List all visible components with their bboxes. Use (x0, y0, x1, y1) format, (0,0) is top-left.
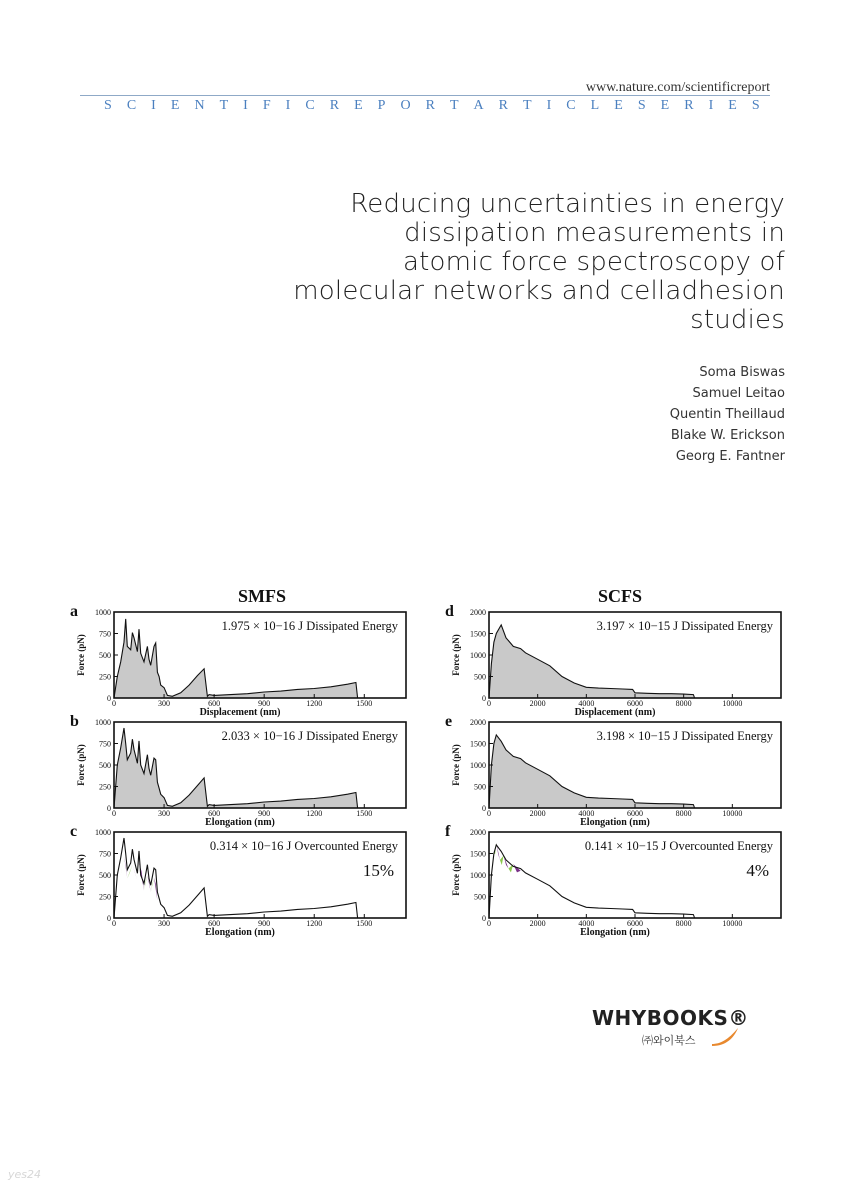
author-list (670, 362, 785, 467)
y-tick-label: 750 (99, 629, 111, 639)
x-axis-label: Elongation (nm) (580, 927, 650, 938)
x-tick-label: 8000 (675, 699, 692, 708)
x-tick-label: 0 (112, 919, 116, 928)
overcount-wedge (127, 865, 132, 879)
y-tick-label: 1000 (470, 871, 486, 880)
dissipated-area (489, 735, 781, 808)
series-letter: E (170, 98, 180, 113)
title-line: molecular networks and celladhesion (293, 276, 785, 306)
series-letter: I (546, 98, 552, 113)
x-tick-label: 10000 (722, 809, 743, 818)
y-tick-label: 750 (99, 739, 111, 749)
x-tick-label: 0 (112, 809, 116, 818)
energy-annotation: 0.141 × 10−15 J Overcounted Energy (584, 839, 773, 853)
x-tick-label: 2000 (529, 809, 546, 818)
y-tick-label: 1000 (95, 608, 111, 617)
force-curve (489, 845, 781, 918)
y-tick-label: 500 (99, 651, 111, 660)
publisher-logo (592, 1006, 749, 1056)
y-tick-label: 750 (99, 849, 111, 859)
y-tick-label: 1500 (470, 629, 486, 639)
panel-letter: f (445, 823, 451, 840)
title-line: Reducing uncertainties in energy (350, 189, 785, 219)
series-letter: L (590, 98, 600, 113)
paper-title (225, 190, 785, 335)
x-tick-label: 4000 (578, 919, 595, 928)
title-line: atomic force spectroscopy of (402, 247, 785, 277)
y-tick-label: 1000 (470, 651, 486, 660)
watermark-text: yes24 (8, 1168, 42, 1181)
panel-letter: e (445, 713, 453, 730)
y-tick-label: 500 (474, 672, 486, 682)
x-tick-label: 600 (208, 699, 221, 708)
x-tick-label: 1200 (306, 809, 323, 818)
x-tick-label: 10000 (722, 919, 743, 928)
y-tick-label: 1500 (470, 849, 486, 859)
x-tick-label: 0 (487, 809, 491, 818)
y-axis-label: Force (pN) (451, 744, 461, 786)
x-tick-label: 1500 (356, 699, 373, 708)
panel-letter: a (70, 603, 78, 620)
panel-letter: c (70, 823, 78, 840)
x-tick-label: 900 (258, 809, 271, 818)
y-tick-label: 500 (474, 892, 486, 902)
author-name: Blake W. Erickson (670, 428, 785, 443)
overcount-wedge (121, 856, 124, 875)
series-letter: I (151, 98, 156, 113)
y-tick-label: 500 (474, 782, 486, 792)
x-tick-label: 6000 (627, 919, 643, 928)
energy-annotation: 1.975 × 10−16 J Dissipated Energy (221, 619, 398, 633)
y-tick-label: 1000 (470, 761, 486, 770)
x-tick-label: 0 (112, 699, 116, 708)
publisher-name: WHYBOOKS® (592, 1006, 749, 1030)
x-tick-label: 900 (258, 699, 271, 708)
y-axis-label: Force (pN) (76, 634, 86, 676)
x-tick-label: 0 (487, 919, 491, 928)
series-letter: R (498, 98, 509, 113)
publisher-korean-name: ㈜와이북스 (642, 1034, 696, 1047)
series-letter: I (285, 98, 291, 113)
series-letter: E (660, 98, 670, 113)
x-tick-label: 1200 (306, 919, 323, 928)
series-letter: R (425, 98, 435, 113)
column-title: SMFS (237, 586, 287, 606)
author-name: Quentin Theillaud (669, 407, 785, 422)
x-axis-label: Elongation (nm) (205, 927, 275, 938)
series-letter: T (219, 98, 229, 113)
series-letter: I (243, 98, 248, 113)
x-tick-label: 300 (158, 919, 171, 928)
x-tick-label: 10000 (722, 699, 743, 708)
series-letter: S (751, 98, 760, 113)
x-tick-label: 1500 (356, 809, 373, 818)
series-letter: T (523, 98, 532, 113)
y-tick-label: 1500 (470, 739, 486, 749)
y-tick-label: 2000 (470, 718, 486, 727)
x-axis-label: Displacement (nm) (574, 707, 656, 718)
swoosh-icon (710, 1024, 740, 1048)
x-tick-label: 600 (208, 919, 221, 928)
figure (68, 580, 788, 960)
y-tick-label: 0 (107, 914, 111, 923)
author-name: Georg E. Fantner (675, 449, 785, 464)
x-tick-label: 2000 (529, 919, 546, 928)
overcount-percent: 4% (746, 861, 769, 880)
x-axis-label: Elongation (nm) (205, 817, 275, 828)
x-tick-label: 300 (158, 809, 171, 818)
y-tick-label: 250 (99, 892, 111, 902)
x-tick-label: 900 (258, 919, 271, 928)
series-letter: C (126, 98, 137, 113)
title-line: dissipation measurements in (404, 218, 785, 248)
series-banner (104, 98, 760, 114)
y-tick-label: 0 (482, 804, 486, 813)
panel-letter: d (445, 603, 454, 620)
y-tick-label: 1000 (95, 828, 111, 837)
series-letter: C (566, 98, 576, 113)
x-tick-label: 600 (208, 809, 221, 818)
y-tick-label: 2000 (470, 608, 486, 617)
y-tick-label: 250 (99, 782, 111, 792)
energy-annotation: 2.033 × 10−16 J Dissipated Energy (221, 729, 398, 743)
y-tick-label: 0 (482, 914, 486, 923)
series-letter: C (305, 98, 315, 113)
y-tick-label: 0 (107, 694, 111, 703)
energy-annotation: 3.198 × 10−15 J Dissipated Energy (596, 729, 773, 743)
series-letter: N (194, 98, 205, 113)
author-name: Soma Biswas (699, 365, 785, 380)
x-tick-label: 300 (158, 699, 171, 708)
series-letter: E (614, 98, 623, 113)
x-tick-label: 1200 (306, 699, 323, 708)
series-letter: P (377, 98, 386, 113)
series-letter: R (329, 98, 340, 113)
x-tick-label: 2000 (529, 699, 546, 708)
y-tick-label: 1000 (95, 718, 111, 727)
x-tick-label: 8000 (675, 919, 692, 928)
y-axis-label: Force (pN) (451, 854, 461, 896)
series-letter: I (708, 98, 714, 113)
y-axis-label: Force (pN) (76, 854, 86, 896)
series-letter: E (354, 98, 363, 113)
series-letter: S (637, 98, 646, 113)
y-axis-label: Force (pN) (76, 744, 86, 786)
overcount-percent: 15% (362, 861, 394, 880)
y-tick-label: 250 (99, 672, 111, 682)
y-tick-label: 0 (482, 694, 486, 703)
series-letter: O (400, 98, 411, 113)
series-letter: A (473, 98, 484, 113)
y-tick-label: 500 (99, 761, 111, 770)
energy-annotation: 0.314 × 10−16 J Overcounted Energy (209, 839, 398, 853)
energy-annotation: 3.197 × 10−15 J Dissipated Energy (596, 619, 773, 633)
panel-letter: b (70, 713, 79, 730)
x-tick-label: 0 (487, 699, 491, 708)
x-axis-label: Elongation (nm) (580, 817, 650, 828)
x-tick-label: 6000 (627, 699, 643, 708)
y-tick-label: 500 (99, 871, 111, 880)
overcount-wedge (500, 856, 504, 865)
x-tick-label: 4000 (578, 699, 595, 708)
header-rule (80, 95, 770, 96)
series-letter: S (104, 98, 112, 113)
overcount-wedge (132, 865, 137, 880)
series-letter: R (684, 98, 694, 113)
x-tick-label: 6000 (627, 809, 643, 818)
x-tick-label: 4000 (578, 809, 595, 818)
x-axis-label: Displacement (nm) (199, 707, 281, 718)
journal-url: www.nature.com/scientificreport (585, 80, 770, 95)
y-axis-label: Force (pN) (451, 634, 461, 676)
column-title: SCFS (597, 586, 643, 606)
author-name: Samuel Leitao (692, 386, 785, 401)
dissipated-area (489, 625, 781, 698)
y-tick-label: 2000 (470, 828, 486, 837)
series-letter: E (728, 98, 737, 113)
y-tick-label: 0 (107, 804, 111, 813)
title-line: studies (690, 305, 785, 335)
series-letter: F (262, 98, 271, 113)
x-tick-label: 1500 (356, 919, 373, 928)
series-letter: T (449, 98, 459, 113)
x-tick-label: 8000 (675, 809, 692, 818)
